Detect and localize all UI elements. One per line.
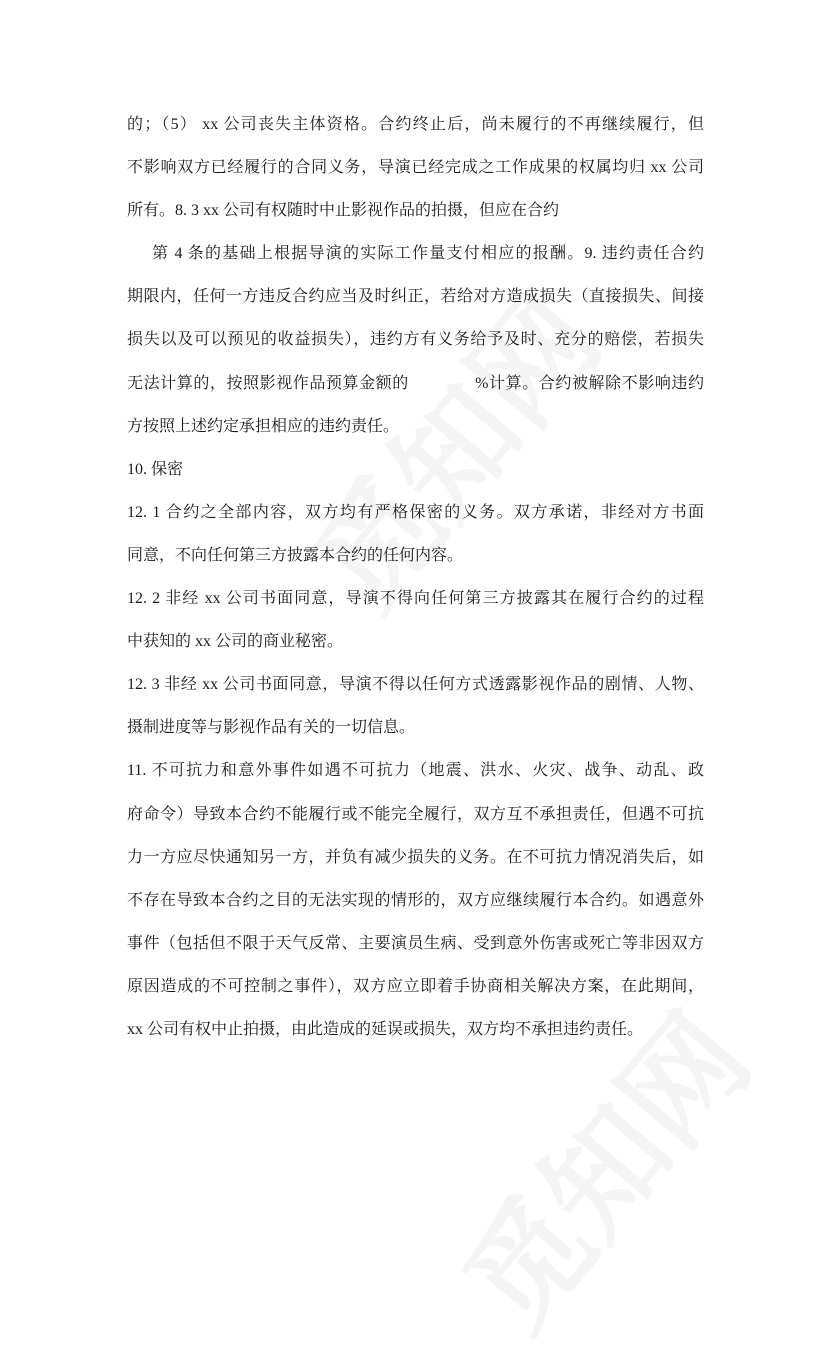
text-line: 不影响双方已经履行的合同义务，导演已经完成之工作成果的权属均归 xx 公司 <box>127 159 704 177</box>
text-line: 所有。8. 3 xx 公司有权随时中止影视作品的拍摄，但应在合约 <box>127 202 560 220</box>
text-line: 11. 不可抗力和意外事件如遇不可抗力（地震、洪水、火灾、战争、动乱、政 <box>127 762 704 780</box>
text-line: 12. 3 非经 xx 公司书面同意，导演不得以任何方式透露影视作品的剧情、人物、 <box>127 676 704 694</box>
text-line: 12. 2 非经 xx 公司书面同意，导演不得向任何第三方披露其在履行合约的过程 <box>127 590 704 608</box>
text-line: 方按照上述约定承担相应的违约责任。 <box>127 417 400 435</box>
text-line: 同意，不向任何第三方披露本合约的任何内容。 <box>127 546 464 564</box>
text-line: 中获知的 xx 公司的商业秘密。 <box>127 633 344 651</box>
text-line: 损失以及可以预见的收益损失），违约方有义务给予及时、充分的赔偿，若损失 <box>127 331 704 349</box>
text-line: 第 4 条的基础上根据导演的实际工作量支付相应的报酬。9. 违约责任合约 <box>152 245 704 263</box>
text-line: 12. 1 合约之全部内容，双方均有严格保密的义务。双方承诺，非经对方书面 <box>127 503 704 521</box>
text-line: 无法计算的，按照影视作品预算金额的 %计算。合约被解除不影响违约 <box>127 374 704 392</box>
text-line: 期限内，任何一方违反合约应当及时纠正，若给对方造成损失（直接损失、间接 <box>127 288 704 306</box>
text-line: 摄制进度等与影视作品有关的一切信息。 <box>127 719 416 737</box>
text-line: 的；（5） xx 公司丧失主体资格。合约终止后，尚未履行的不再继续履行，但 <box>127 116 704 133</box>
text-line: 力一方应尽快通知另一方，并负有减少损失的义务。在不可抗力情况消失后，如 <box>127 848 704 866</box>
text-line: 原因造成的不可控制之事件），双方应立即着手协商相关解决方案，在此期间， <box>127 977 704 995</box>
text-line: 事件（包括但不限于天气反常、主要演员生病、受到意外伤害或死亡等非因双方 <box>127 934 704 952</box>
document-body <box>127 103 704 1051</box>
text-line: 府命令）导致本合约不能履行或不能完全履行，双方互不承担责任，但遇不可抗 <box>127 805 704 823</box>
text-line: 不存在导致本合约之目的无法实现的情形的，双方应继续履行本合约。如遇意外 <box>127 891 704 909</box>
text-line: xx 公司有权中止拍摄，由此造成的延误或损失，双方均不承担违约责任。 <box>127 1020 644 1038</box>
text-line: 10. 保密 <box>127 460 184 478</box>
